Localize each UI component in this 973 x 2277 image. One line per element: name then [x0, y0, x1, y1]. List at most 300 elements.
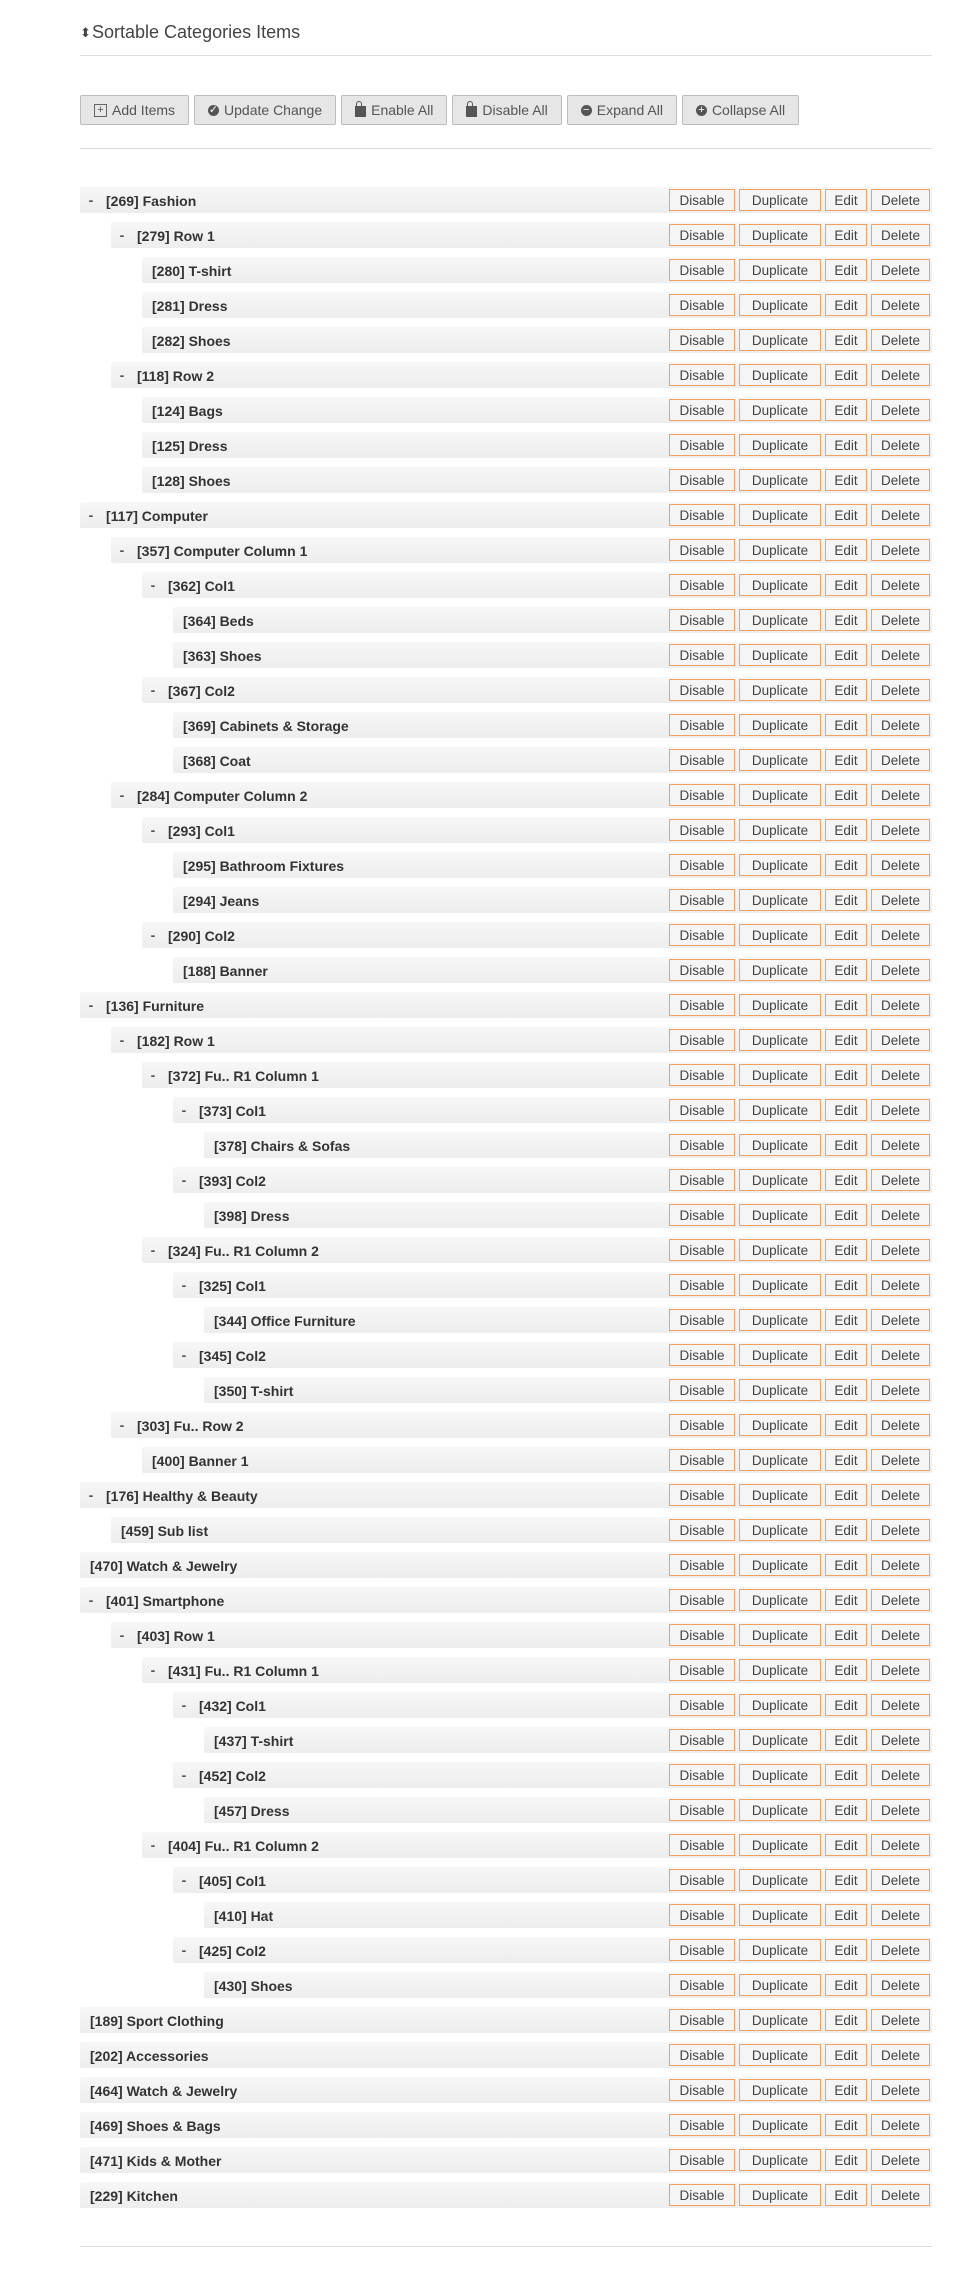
edit-button[interactable]: Edit — [825, 1099, 867, 1121]
collapse-toggle[interactable]: - — [181, 1172, 187, 1188]
edit-button[interactable]: Edit — [825, 1589, 867, 1611]
category-row[interactable] — [80, 1655, 932, 1690]
delete-button[interactable]: Delete — [871, 1204, 930, 1226]
delete-button[interactable]: Delete — [871, 1099, 930, 1121]
disable-all-button[interactable] — [452, 95, 561, 125]
duplicate-button[interactable]: Duplicate — [739, 1204, 821, 1226]
disable-button[interactable]: Disable — [669, 1414, 735, 1436]
delete-button[interactable]: Delete — [871, 784, 930, 806]
duplicate-button[interactable]: Duplicate — [739, 924, 821, 946]
edit-button[interactable]: Edit — [825, 399, 867, 421]
edit-button[interactable]: Edit — [825, 539, 867, 561]
disable-button[interactable]: Disable — [669, 1834, 735, 1856]
duplicate-button[interactable]: Duplicate — [739, 1939, 821, 1961]
disable-button[interactable]: Disable — [669, 539, 735, 561]
delete-button[interactable]: Delete — [871, 1449, 930, 1471]
category-row[interactable] — [80, 1200, 932, 1235]
edit-button[interactable]: Edit — [825, 2149, 867, 2171]
edit-button[interactable]: Edit — [825, 1869, 867, 1891]
category-row[interactable] — [80, 1340, 932, 1375]
collapse-toggle[interactable]: - — [119, 787, 125, 803]
collapse-toggle[interactable]: - — [150, 1242, 156, 1258]
category-row[interactable] — [80, 1725, 932, 1760]
category-row[interactable] — [80, 535, 932, 570]
delete-button[interactable]: Delete — [871, 679, 930, 701]
delete-button[interactable]: Delete — [871, 819, 930, 841]
category-row[interactable] — [80, 745, 932, 780]
disable-button[interactable]: Disable — [669, 1659, 735, 1681]
delete-button[interactable]: Delete — [871, 2079, 930, 2101]
edit-button[interactable]: Edit — [825, 2044, 867, 2066]
disable-button[interactable]: Disable — [669, 434, 735, 456]
edit-button[interactable]: Edit — [825, 1799, 867, 1821]
collapse-toggle[interactable]: - — [181, 1767, 187, 1783]
category-row[interactable] — [80, 1270, 932, 1305]
duplicate-button[interactable]: Duplicate — [739, 714, 821, 736]
collapse-toggle[interactable]: - — [88, 507, 94, 523]
disable-button[interactable]: Disable — [669, 854, 735, 876]
disable-button[interactable]: Disable — [669, 504, 735, 526]
disable-button[interactable]: Disable — [669, 1589, 735, 1611]
category-row[interactable] — [80, 395, 932, 430]
category-row[interactable] — [80, 360, 932, 395]
disable-button[interactable]: Disable — [669, 259, 735, 281]
duplicate-button[interactable]: Duplicate — [739, 1694, 821, 1716]
disable-button[interactable]: Disable — [669, 1764, 735, 1786]
edit-button[interactable]: Edit — [825, 1379, 867, 1401]
delete-button[interactable]: Delete — [871, 854, 930, 876]
disable-button[interactable]: Disable — [669, 994, 735, 1016]
duplicate-button[interactable]: Duplicate — [739, 539, 821, 561]
edit-button[interactable]: Edit — [825, 1344, 867, 1366]
edit-button[interactable]: Edit — [825, 1169, 867, 1191]
duplicate-button[interactable]: Duplicate — [739, 434, 821, 456]
collapse-toggle[interactable]: - — [88, 997, 94, 1013]
duplicate-button[interactable]: Duplicate — [739, 1729, 821, 1751]
delete-button[interactable]: Delete — [871, 224, 930, 246]
category-row[interactable] — [80, 640, 932, 675]
edit-button[interactable]: Edit — [825, 854, 867, 876]
collapse-toggle[interactable]: - — [88, 1487, 94, 1503]
delete-button[interactable]: Delete — [871, 329, 930, 351]
delete-button[interactable]: Delete — [871, 1729, 930, 1751]
disable-button[interactable]: Disable — [669, 2114, 735, 2136]
disable-button[interactable]: Disable — [669, 189, 735, 211]
disable-button[interactable]: Disable — [669, 1554, 735, 1576]
edit-button[interactable]: Edit — [825, 469, 867, 491]
delete-button[interactable]: Delete — [871, 1659, 930, 1681]
category-row[interactable] — [80, 955, 932, 990]
edit-button[interactable]: Edit — [825, 574, 867, 596]
category-row[interactable] — [80, 1690, 932, 1725]
delete-button[interactable]: Delete — [871, 1379, 930, 1401]
category-row[interactable] — [80, 1305, 932, 1340]
duplicate-button[interactable]: Duplicate — [739, 784, 821, 806]
duplicate-button[interactable]: Duplicate — [739, 1029, 821, 1051]
category-row[interactable] — [80, 1550, 932, 1585]
delete-button[interactable]: Delete — [871, 1064, 930, 1086]
disable-button[interactable]: Disable — [669, 1309, 735, 1331]
delete-button[interactable]: Delete — [871, 434, 930, 456]
disable-button[interactable]: Disable — [669, 1729, 735, 1751]
edit-button[interactable]: Edit — [825, 1029, 867, 1051]
edit-button[interactable]: Edit — [825, 924, 867, 946]
category-row[interactable] — [80, 1165, 932, 1200]
disable-button[interactable]: Disable — [669, 1134, 735, 1156]
delete-button[interactable]: Delete — [871, 749, 930, 771]
edit-button[interactable]: Edit — [825, 1904, 867, 1926]
collapse-toggle[interactable]: - — [150, 577, 156, 593]
disable-button[interactable]: Disable — [669, 2184, 735, 2206]
category-row[interactable] — [80, 1130, 932, 1165]
duplicate-button[interactable]: Duplicate — [739, 574, 821, 596]
disable-button[interactable]: Disable — [669, 1939, 735, 1961]
category-row[interactable] — [80, 605, 932, 640]
edit-button[interactable]: Edit — [825, 819, 867, 841]
collapse-toggle[interactable]: - — [181, 1872, 187, 1888]
collapse-toggle[interactable]: - — [150, 1837, 156, 1853]
delete-button[interactable]: Delete — [871, 504, 930, 526]
category-row[interactable] — [80, 1900, 932, 1935]
delete-button[interactable]: Delete — [871, 924, 930, 946]
duplicate-button[interactable]: Duplicate — [739, 1449, 821, 1471]
edit-button[interactable]: Edit — [825, 504, 867, 526]
duplicate-button[interactable]: Duplicate — [739, 1624, 821, 1646]
disable-button[interactable]: Disable — [669, 1624, 735, 1646]
disable-button[interactable]: Disable — [669, 1799, 735, 1821]
disable-button[interactable]: Disable — [669, 2044, 735, 2066]
category-row[interactable] — [80, 1620, 932, 1655]
disable-button[interactable]: Disable — [669, 1274, 735, 1296]
edit-button[interactable]: Edit — [825, 1554, 867, 1576]
duplicate-button[interactable]: Duplicate — [739, 329, 821, 351]
delete-button[interactable]: Delete — [871, 1239, 930, 1261]
category-row[interactable] — [80, 1830, 932, 1865]
delete-button[interactable]: Delete — [871, 539, 930, 561]
edit-button[interactable]: Edit — [825, 1834, 867, 1856]
edit-button[interactable]: Edit — [825, 1519, 867, 1541]
edit-button[interactable]: Edit — [825, 2079, 867, 2101]
edit-button[interactable]: Edit — [825, 784, 867, 806]
enable-all-button[interactable] — [341, 95, 447, 125]
edit-button[interactable]: Edit — [825, 749, 867, 771]
duplicate-button[interactable]: Duplicate — [739, 1589, 821, 1611]
duplicate-button[interactable]: Duplicate — [739, 2184, 821, 2206]
delete-button[interactable]: Delete — [871, 714, 930, 736]
category-row[interactable] — [80, 1935, 932, 1970]
duplicate-button[interactable]: Duplicate — [739, 1239, 821, 1261]
category-row[interactable] — [80, 675, 932, 710]
edit-button[interactable]: Edit — [825, 2114, 867, 2136]
edit-button[interactable]: Edit — [825, 959, 867, 981]
edit-button[interactable]: Edit — [825, 994, 867, 1016]
collapse-toggle[interactable]: - — [119, 1032, 125, 1048]
duplicate-button[interactable]: Duplicate — [739, 1799, 821, 1821]
edit-button[interactable]: Edit — [825, 1974, 867, 1996]
delete-button[interactable]: Delete — [871, 959, 930, 981]
duplicate-button[interactable]: Duplicate — [739, 1379, 821, 1401]
edit-button[interactable]: Edit — [825, 609, 867, 631]
duplicate-button[interactable]: Duplicate — [739, 1659, 821, 1681]
add-items-button[interactable] — [80, 95, 189, 125]
edit-button[interactable]: Edit — [825, 294, 867, 316]
edit-button[interactable]: Edit — [825, 1239, 867, 1261]
category-row[interactable] — [80, 290, 932, 325]
disable-button[interactable]: Disable — [669, 1099, 735, 1121]
delete-button[interactable]: Delete — [871, 2184, 930, 2206]
disable-button[interactable]: Disable — [669, 1204, 735, 1226]
collapse-toggle[interactable]: - — [181, 1277, 187, 1293]
category-row[interactable] — [80, 1795, 932, 1830]
disable-button[interactable]: Disable — [669, 1519, 735, 1541]
duplicate-button[interactable]: Duplicate — [739, 2079, 821, 2101]
duplicate-button[interactable]: Duplicate — [739, 2149, 821, 2171]
delete-button[interactable]: Delete — [871, 1764, 930, 1786]
expand-all-button[interactable] — [567, 95, 677, 125]
collapse-toggle[interactable]: - — [88, 192, 94, 208]
disable-button[interactable]: Disable — [669, 1449, 735, 1471]
disable-button[interactable]: Disable — [669, 819, 735, 841]
disable-button[interactable]: Disable — [669, 1869, 735, 1891]
collapse-toggle[interactable]: - — [119, 1417, 125, 1433]
duplicate-button[interactable]: Duplicate — [739, 1834, 821, 1856]
collapse-toggle[interactable]: - — [119, 1627, 125, 1643]
delete-button[interactable]: Delete — [871, 2044, 930, 2066]
disable-button[interactable]: Disable — [669, 2079, 735, 2101]
delete-button[interactable]: Delete — [871, 889, 930, 911]
disable-button[interactable]: Disable — [669, 329, 735, 351]
edit-button[interactable]: Edit — [825, 644, 867, 666]
category-row[interactable] — [80, 1235, 932, 1270]
delete-button[interactable]: Delete — [871, 1904, 930, 1926]
collapse-toggle[interactable]: - — [88, 1592, 94, 1608]
delete-button[interactable]: Delete — [871, 1554, 930, 1576]
edit-button[interactable]: Edit — [825, 679, 867, 701]
category-row[interactable] — [80, 430, 932, 465]
delete-button[interactable]: Delete — [871, 1939, 930, 1961]
edit-button[interactable]: Edit — [825, 714, 867, 736]
category-row[interactable] — [80, 465, 932, 500]
update-change-button[interactable] — [194, 95, 336, 125]
duplicate-button[interactable]: Duplicate — [739, 1169, 821, 1191]
disable-button[interactable]: Disable — [669, 224, 735, 246]
category-row[interactable] — [80, 1410, 932, 1445]
delete-button[interactable]: Delete — [871, 994, 930, 1016]
duplicate-button[interactable]: Duplicate — [739, 1904, 821, 1926]
edit-button[interactable]: Edit — [825, 1414, 867, 1436]
delete-button[interactable]: Delete — [871, 364, 930, 386]
duplicate-button[interactable]: Duplicate — [739, 644, 821, 666]
delete-button[interactable]: Delete — [871, 2114, 930, 2136]
delete-button[interactable]: Delete — [871, 1484, 930, 1506]
duplicate-button[interactable]: Duplicate — [739, 294, 821, 316]
disable-button[interactable]: Disable — [669, 959, 735, 981]
edit-button[interactable]: Edit — [825, 434, 867, 456]
duplicate-button[interactable]: Duplicate — [739, 854, 821, 876]
category-row[interactable] — [80, 1585, 932, 1620]
disable-button[interactable]: Disable — [669, 1064, 735, 1086]
edit-button[interactable]: Edit — [825, 329, 867, 351]
category-row[interactable] — [80, 710, 932, 745]
duplicate-button[interactable]: Duplicate — [739, 259, 821, 281]
edit-button[interactable]: Edit — [825, 1309, 867, 1331]
delete-button[interactable]: Delete — [871, 469, 930, 491]
category-row[interactable] — [80, 1760, 932, 1795]
duplicate-button[interactable]: Duplicate — [739, 609, 821, 631]
delete-button[interactable]: Delete — [871, 1029, 930, 1051]
edit-button[interactable]: Edit — [825, 259, 867, 281]
edit-button[interactable]: Edit — [825, 1449, 867, 1471]
disable-button[interactable]: Disable — [669, 294, 735, 316]
disable-button[interactable]: Disable — [669, 2009, 735, 2031]
collapse-toggle[interactable]: - — [150, 682, 156, 698]
duplicate-button[interactable]: Duplicate — [739, 1764, 821, 1786]
category-row[interactable] — [80, 1060, 932, 1095]
duplicate-button[interactable]: Duplicate — [739, 1274, 821, 1296]
delete-button[interactable]: Delete — [871, 1694, 930, 1716]
disable-button[interactable]: Disable — [669, 1484, 735, 1506]
duplicate-button[interactable]: Duplicate — [739, 679, 821, 701]
collapse-all-button[interactable] — [682, 95, 799, 125]
delete-button[interactable]: Delete — [871, 1344, 930, 1366]
disable-button[interactable]: Disable — [669, 574, 735, 596]
collapse-toggle[interactable]: - — [150, 822, 156, 838]
disable-button[interactable]: Disable — [669, 1694, 735, 1716]
duplicate-button[interactable]: Duplicate — [739, 1064, 821, 1086]
duplicate-button[interactable]: Duplicate — [739, 994, 821, 1016]
delete-button[interactable]: Delete — [871, 1589, 930, 1611]
category-row[interactable] — [80, 815, 932, 850]
category-row[interactable] — [80, 325, 932, 360]
edit-button[interactable]: Edit — [825, 1274, 867, 1296]
duplicate-button[interactable]: Duplicate — [739, 1414, 821, 1436]
duplicate-button[interactable]: Duplicate — [739, 1134, 821, 1156]
disable-button[interactable]: Disable — [669, 679, 735, 701]
delete-button[interactable]: Delete — [871, 1624, 930, 1646]
category-row[interactable] — [80, 570, 932, 605]
duplicate-button[interactable]: Duplicate — [739, 1554, 821, 1576]
delete-button[interactable]: Delete — [871, 644, 930, 666]
disable-button[interactable]: Disable — [669, 469, 735, 491]
category-row[interactable] — [80, 1515, 932, 1550]
duplicate-button[interactable]: Duplicate — [739, 469, 821, 491]
delete-button[interactable]: Delete — [871, 1519, 930, 1541]
category-row[interactable] — [80, 1865, 932, 1900]
category-row[interactable] — [80, 885, 932, 920]
duplicate-button[interactable]: Duplicate — [739, 1344, 821, 1366]
delete-button[interactable]: Delete — [871, 1834, 930, 1856]
edit-button[interactable]: Edit — [825, 1729, 867, 1751]
duplicate-button[interactable]: Duplicate — [739, 364, 821, 386]
disable-button[interactable]: Disable — [669, 1904, 735, 1926]
duplicate-button[interactable]: Duplicate — [739, 1309, 821, 1331]
category-row[interactable] — [80, 850, 932, 885]
category-row[interactable] — [80, 1375, 932, 1410]
edit-button[interactable]: Edit — [825, 364, 867, 386]
delete-button[interactable]: Delete — [871, 574, 930, 596]
edit-button[interactable]: Edit — [825, 1134, 867, 1156]
disable-button[interactable]: Disable — [669, 399, 735, 421]
duplicate-button[interactable]: Duplicate — [739, 819, 821, 841]
disable-button[interactable]: Disable — [669, 924, 735, 946]
disable-button[interactable]: Disable — [669, 889, 735, 911]
duplicate-button[interactable]: Duplicate — [739, 1869, 821, 1891]
delete-button[interactable]: Delete — [871, 1134, 930, 1156]
delete-button[interactable]: Delete — [871, 2149, 930, 2171]
category-row[interactable] — [80, 255, 932, 290]
edit-button[interactable]: Edit — [825, 1624, 867, 1646]
duplicate-button[interactable]: Duplicate — [739, 749, 821, 771]
disable-button[interactable]: Disable — [669, 609, 735, 631]
category-row[interactable] — [80, 1445, 932, 1480]
category-row[interactable] — [80, 1095, 932, 1130]
duplicate-button[interactable]: Duplicate — [739, 1519, 821, 1541]
disable-button[interactable]: Disable — [669, 749, 735, 771]
delete-button[interactable]: Delete — [871, 1799, 930, 1821]
category-row[interactable] — [80, 2040, 932, 2075]
delete-button[interactable]: Delete — [871, 609, 930, 631]
category-row[interactable] — [80, 220, 932, 255]
edit-button[interactable]: Edit — [825, 889, 867, 911]
category-row[interactable] — [80, 2075, 932, 2110]
collapse-toggle[interactable]: - — [181, 1942, 187, 1958]
category-row[interactable] — [80, 920, 932, 955]
edit-button[interactable]: Edit — [825, 2009, 867, 2031]
delete-button[interactable]: Delete — [871, 1869, 930, 1891]
collapse-toggle[interactable]: - — [181, 1102, 187, 1118]
duplicate-button[interactable]: Duplicate — [739, 889, 821, 911]
duplicate-button[interactable]: Duplicate — [739, 224, 821, 246]
delete-button[interactable]: Delete — [871, 1974, 930, 1996]
delete-button[interactable]: Delete — [871, 259, 930, 281]
collapse-toggle[interactable]: - — [150, 1067, 156, 1083]
disable-button[interactable]: Disable — [669, 1974, 735, 1996]
delete-button[interactable]: Delete — [871, 1169, 930, 1191]
category-row[interactable] — [80, 500, 932, 535]
edit-button[interactable]: Edit — [825, 1204, 867, 1226]
delete-button[interactable]: Delete — [871, 399, 930, 421]
edit-button[interactable]: Edit — [825, 224, 867, 246]
category-row[interactable] — [80, 2110, 932, 2145]
collapse-toggle[interactable]: - — [150, 1662, 156, 1678]
delete-button[interactable]: Delete — [871, 294, 930, 316]
delete-button[interactable]: Delete — [871, 1274, 930, 1296]
delete-button[interactable]: Delete — [871, 2009, 930, 2031]
disable-button[interactable]: Disable — [669, 1169, 735, 1191]
disable-button[interactable]: Disable — [669, 714, 735, 736]
duplicate-button[interactable]: Duplicate — [739, 399, 821, 421]
collapse-toggle[interactable]: - — [119, 227, 125, 243]
collapse-toggle[interactable]: - — [119, 367, 125, 383]
duplicate-button[interactable]: Duplicate — [739, 1099, 821, 1121]
edit-button[interactable]: Edit — [825, 1484, 867, 1506]
duplicate-button[interactable]: Duplicate — [739, 2044, 821, 2066]
category-row[interactable] — [80, 2180, 932, 2215]
category-row[interactable] — [80, 1480, 932, 1515]
duplicate-button[interactable]: Duplicate — [739, 2009, 821, 2031]
disable-button[interactable]: Disable — [669, 364, 735, 386]
duplicate-button[interactable]: Duplicate — [739, 189, 821, 211]
disable-button[interactable]: Disable — [669, 1379, 735, 1401]
collapse-toggle[interactable]: - — [181, 1697, 187, 1713]
disable-button[interactable]: Disable — [669, 1239, 735, 1261]
category-row[interactable] — [80, 780, 932, 815]
category-row[interactable] — [80, 990, 932, 1025]
duplicate-button[interactable]: Duplicate — [739, 1484, 821, 1506]
edit-button[interactable]: Edit — [825, 1064, 867, 1086]
duplicate-button[interactable]: Duplicate — [739, 1974, 821, 1996]
delete-button[interactable]: Delete — [871, 1309, 930, 1331]
